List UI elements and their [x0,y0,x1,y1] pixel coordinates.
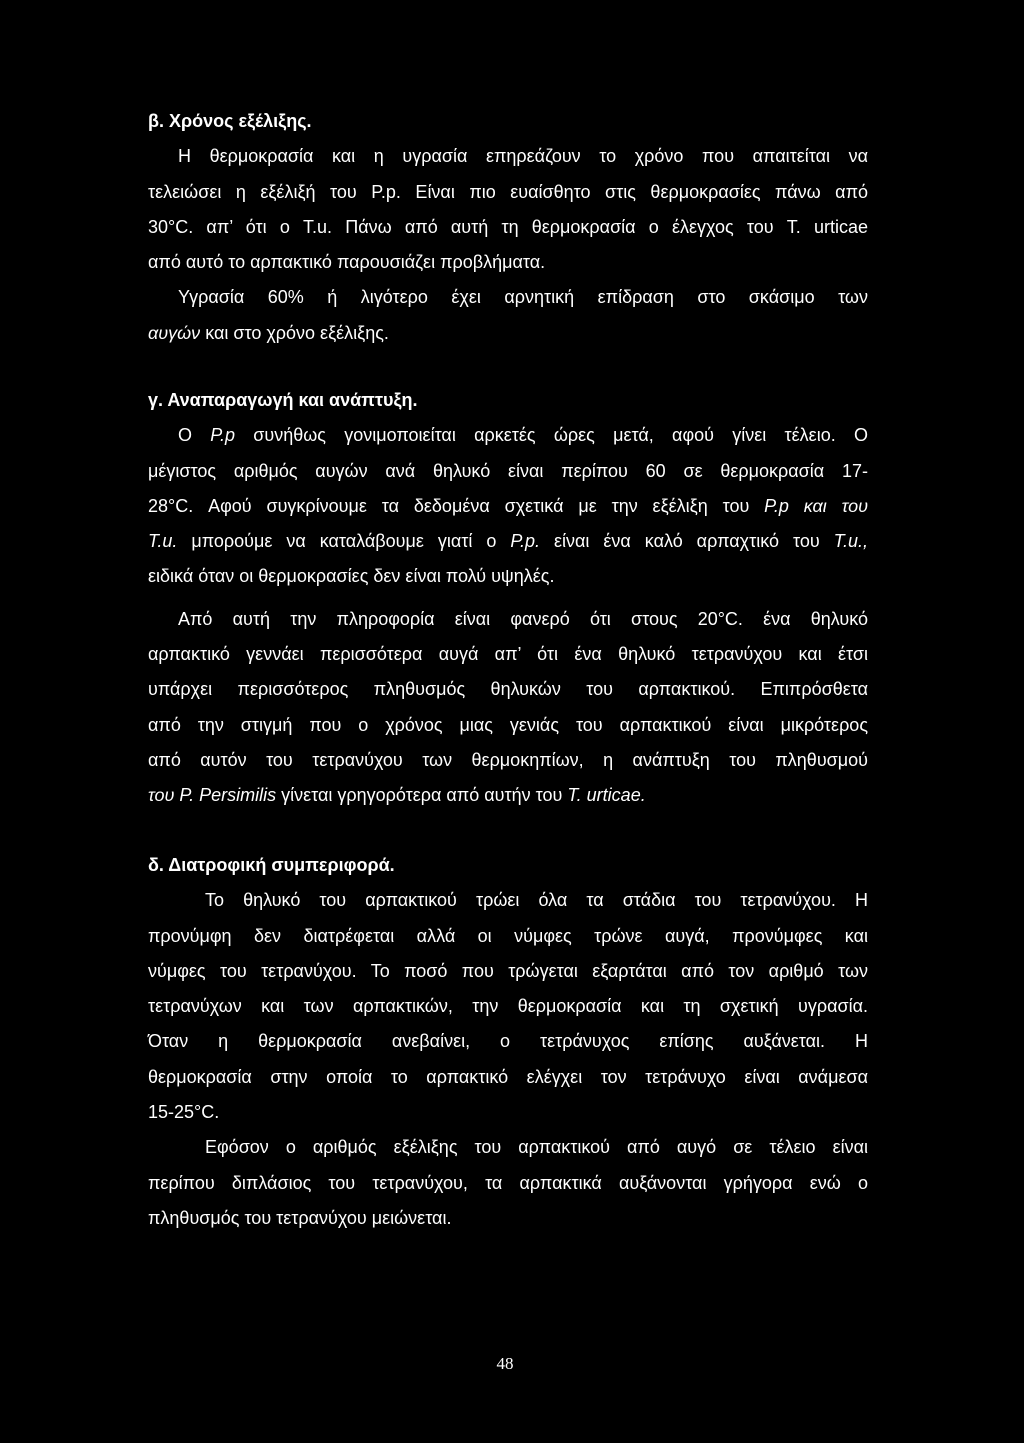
text-line [148,418,868,453]
text-span: τετρανύχων και των αρπακτικών, την θερμοκρασία και τη σχετική υγρασία. [148,996,868,1017]
text-span: αρπακτικό γεννάει περισσότερα αυγά απ’ ότι ένα θηλυκό τετρανύχου και έτσι [148,644,868,665]
italic-text: P.p και του [764,495,868,516]
text-line [148,280,868,315]
section-heading: γ. Αναπαραγωγή και ανάπτυξη. [148,390,418,410]
text-span: ειδικά όταν οι θερμοκρασίες δεν είναι πολύ υψηλές. [148,566,555,587]
paragraph [148,418,868,594]
italic-text: του P. Persimilis [148,785,277,806]
text-span: υπάρχει περισσότερος πληθυσμός θηλυκών του αρπακτικού. Επιπρόσθετα [148,679,868,700]
text-span: προνύμφη δεν διατρέφεται αλλά οι νύμφες τρώνε αυγά, προνύμφες και [148,925,868,946]
italic-text: T.u., [833,531,868,552]
text-line [148,602,868,637]
text-span: συνήθως γονιμοποιείται αρκετές ώρες μετά, αφού γίνει τέλειο. Ο [234,425,868,446]
italic-text: αυγών [148,322,201,343]
text-line [148,708,868,743]
text-line [148,778,868,813]
italic-text: T.u. [148,531,178,552]
text-span: είναι ένα καλό αρπαχτικό του [540,531,834,552]
text-span: Εφόσον ο αριθμός εξέλιξης του αρπακτικού από αυγό σε τέλειο είναι [205,1137,868,1158]
text-line [148,524,868,559]
text-line [148,245,868,280]
text-span: νύμφες του τετρανύχου. Το ποσό που τρώγεται εξαρτάται από τον αριθμό των [148,960,868,981]
text-span: τελειώσει η εξέλιξή του P.p. Είναι πιο ευαίσθητο στις θερμοκρασίες πάνω από [148,181,868,202]
text-line [148,316,868,351]
text-line [148,883,868,918]
section-heading: β. Χρόνος εξέλιξης. [148,111,312,131]
text-span: Η θερμοκρασία και η υγρασία επηρεάζουν το χρόνο που απαιτείται να [178,146,868,167]
text-line [148,743,868,778]
text-line [148,1024,868,1059]
text-line [148,954,868,989]
document-section [148,383,868,814]
text-line [148,210,868,245]
text-line [148,1130,868,1165]
text-line [148,672,868,707]
text-span: 28°C. Αφού συγκρίνουμε τα δεδομένα σχετικά με την εξέλιξη του [148,495,765,516]
text-span: 15-25°C. [148,1102,220,1123]
section-heading: δ. Διατροφική συμπεριφορά. [148,855,395,875]
page-number: 48 [496,1354,514,1373]
text-span: και στο χρόνο εξέλιξης. [200,322,389,343]
text-span: Το θηλυκό του αρπακτικού τρώει όλα τα στάδια του τετρανύχου. Η [205,890,868,911]
text-line [148,637,868,672]
text-line [148,1095,868,1130]
text-span: θερμοκρασία στην οποία το αρπακτικό ελέγχει τον τετράνυχο είναι ανάμεσα [148,1066,868,1087]
paragraph [148,602,868,814]
document-section [148,848,868,1236]
text-line [148,1060,868,1095]
text-span: από την στιγμή που ο χρόνος μιας γενιάς του αρπακτικού είναι μικρότερος [148,714,868,735]
text-line [148,919,868,954]
paragraph [148,280,868,351]
text-span: από αυτό το αρπακτικό παρουσιάζει προβλήματα. [148,252,546,273]
text-line [148,489,868,524]
text-line [148,454,868,489]
paragraph [148,1130,868,1236]
italic-text: P.p [210,425,235,446]
text-line [148,175,868,210]
text-span: από αυτόν του τετρανύχου των θερμοκηπίων, η ανάπτυξη του πληθυσμού [148,749,868,770]
text-span: Ο [178,425,211,446]
text-line [148,1166,868,1201]
text-span: πληθυσμός του τετρανύχου μειώνεται. [148,1207,452,1228]
text-span: Από αυτή την πληροφορία είναι φανερό ότι στους 20°C. ένα θηλυκό [178,608,868,629]
text-span: μέγιστος αριθμός αυγών ανά θηλυκό είναι περίπου 60 σε θερμοκρασία 17- [148,460,868,481]
text-span: Υγρασία 60% ή λιγότερο έχει αρνητική επίδραση στο σκάσιμο των [178,287,868,308]
text-line [148,139,868,174]
text-span: περίπου διπλάσιος του τετρανύχου, τα αρπακτικά αυξάνονται γρήγορα ενώ ο [148,1172,868,1193]
text-span: γίνεται γρηγορότερα από αυτήν του [276,785,568,806]
document-section [148,104,868,351]
paragraph [148,139,868,280]
italic-text: T. urticae. [567,785,646,806]
paragraph [148,883,868,1130]
italic-text: P.p. [510,531,541,552]
text-line [148,1201,868,1236]
text-span: 30°C. απ’ ότι ο T.u. Πάνω από αυτή τη θερμοκρασία ο έλεγχος του T. urticae [148,216,868,237]
text-line [148,559,868,594]
text-line [148,989,868,1024]
text-span: Όταν η θερμοκρασία ανεβαίνει, ο τετράνυχος επίσης αυξάνεται. Η [148,1031,868,1052]
text-span: μπορούμε να καταλάβουμε γιατί ο [177,531,511,552]
